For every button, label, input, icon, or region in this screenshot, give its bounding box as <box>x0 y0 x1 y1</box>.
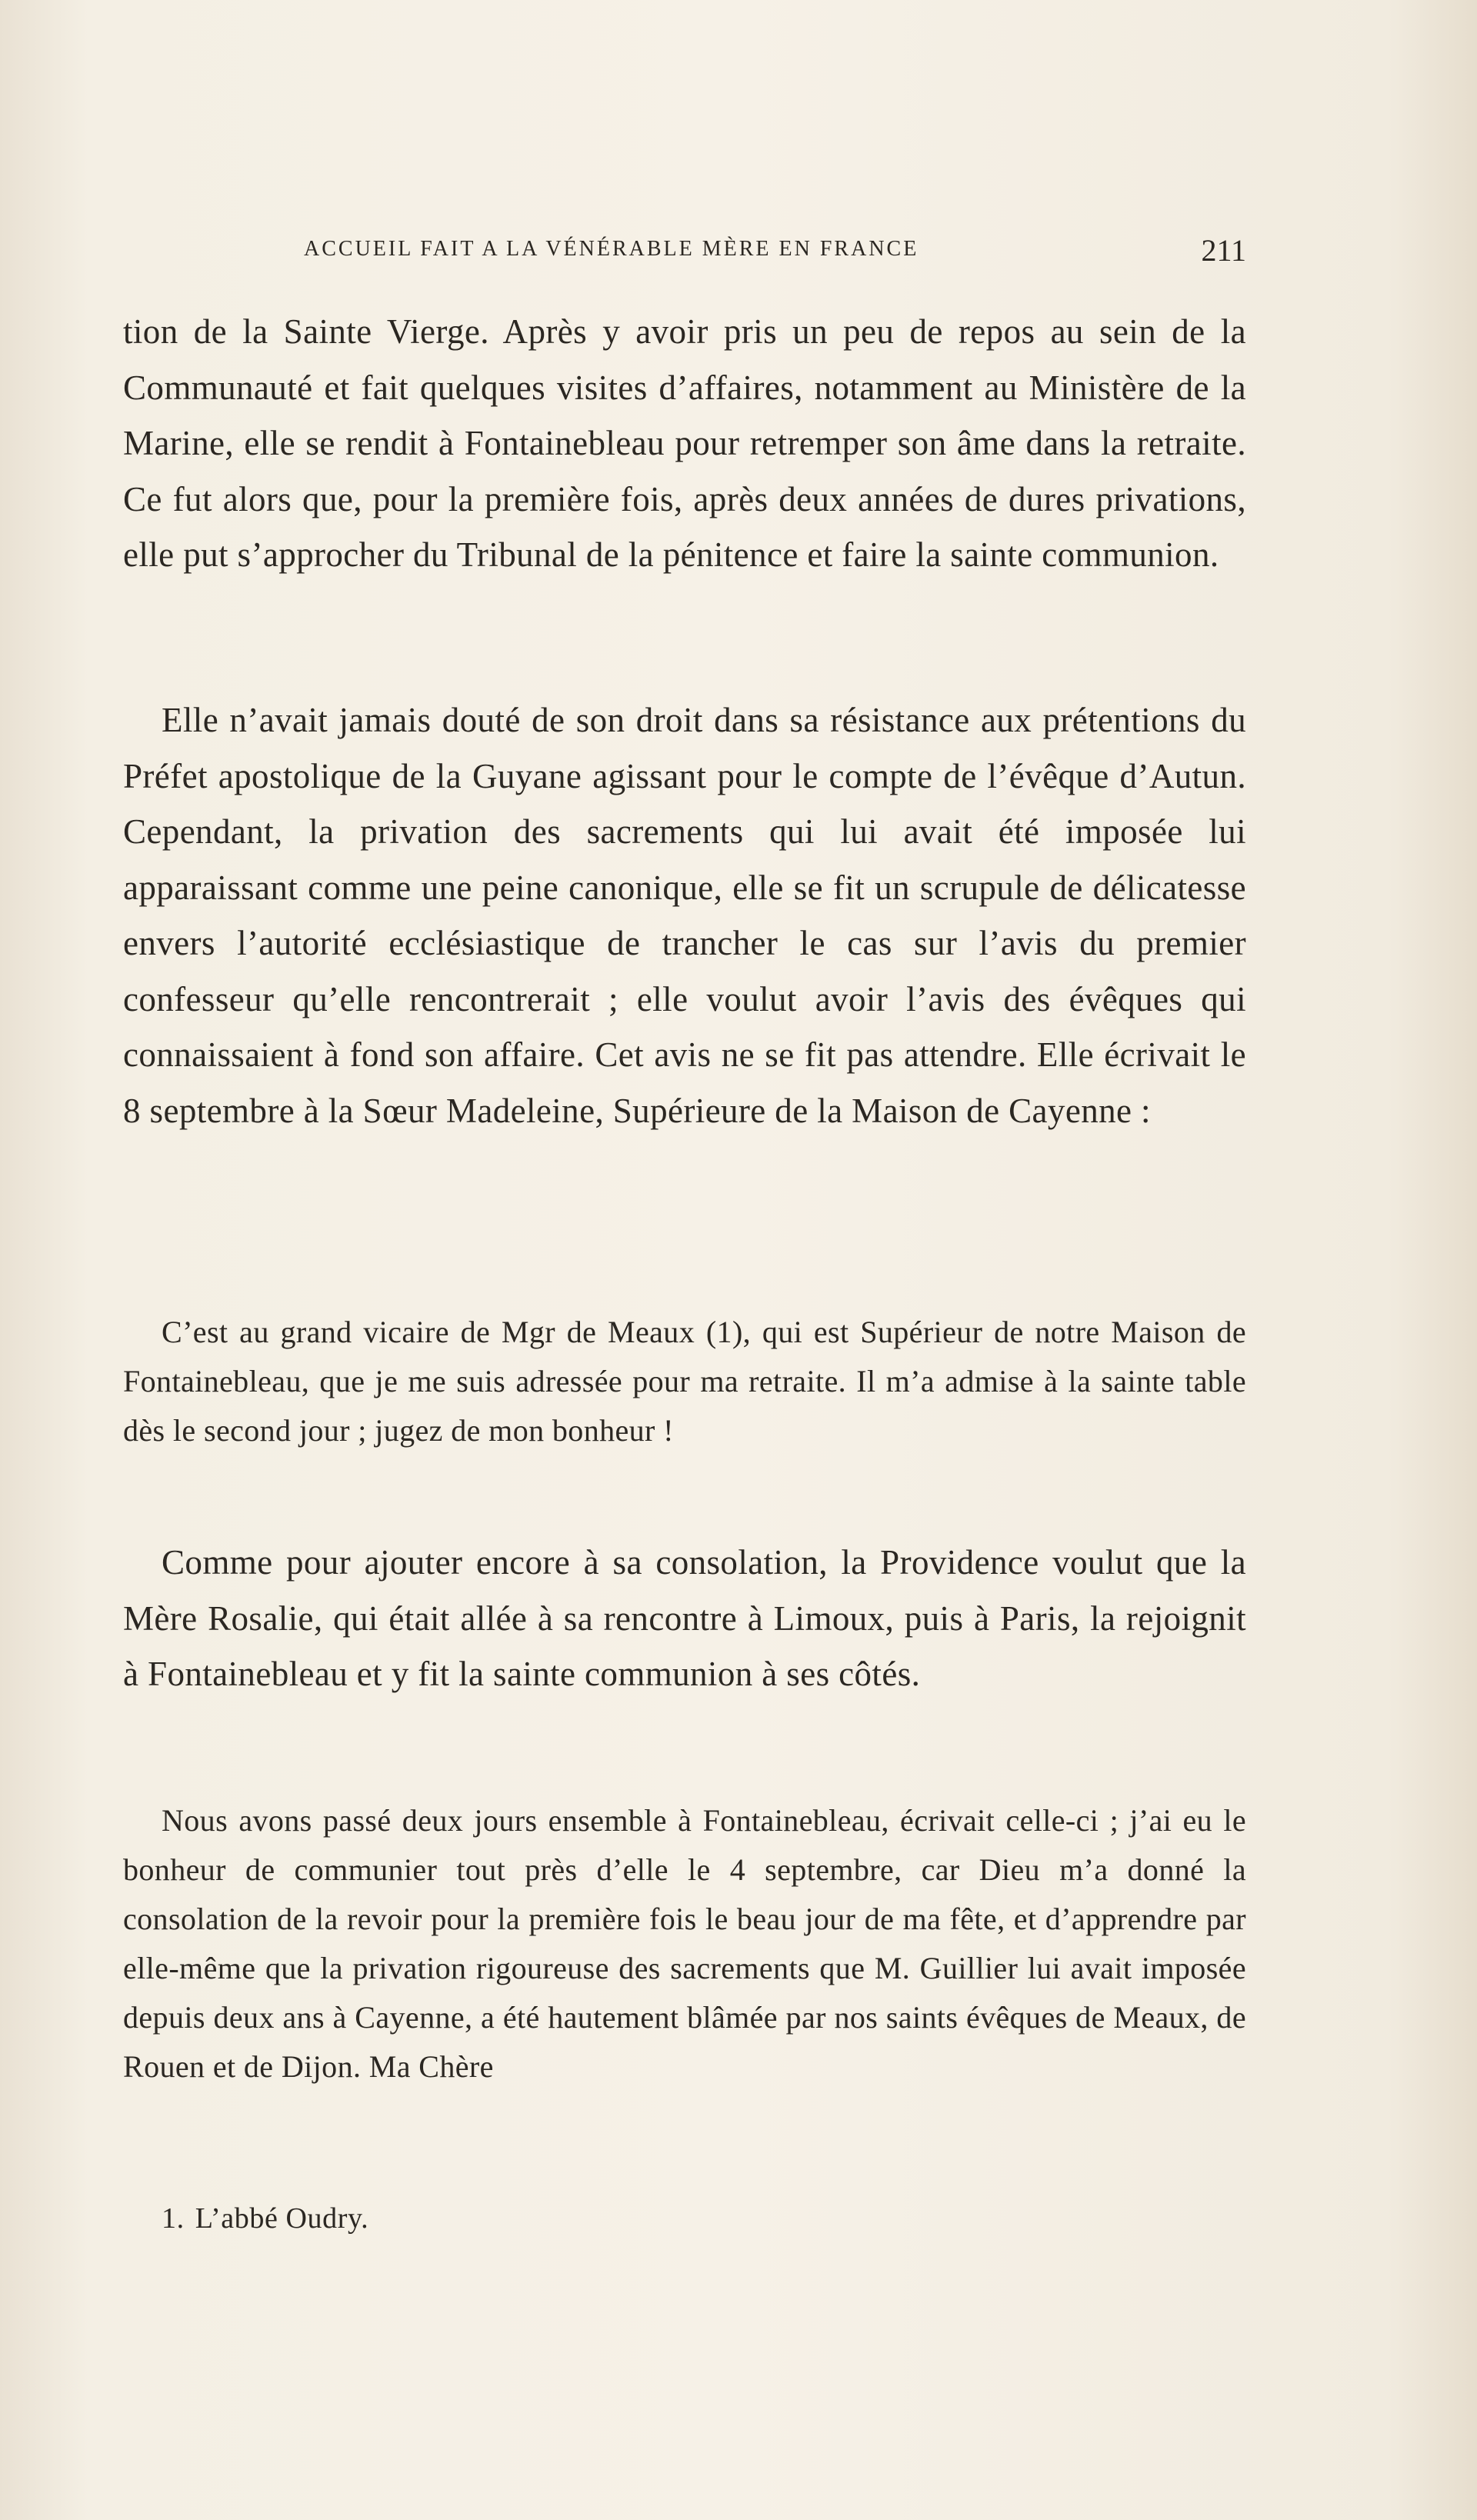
footnote-number: 1. <box>162 2202 185 2235</box>
page-header <box>123 232 1246 271</box>
quoted-letter: Nous avons passé deux jours ensemble à Fontainebleau, écrivait celle-ci ; j’ai eu le bonheur de communier tout près d’elle le 4 septembre, car Dieu m’a donné la consolation de la revoir pour la première fois le beau jour de ma fête, et d’apprendre par elle-même que la privation rigoureuse des sacrements que M. Guillier lui avait imposée depuis deux ans à Cayenne, a été hautement blâmée par nos saints évêques de Meaux, de Rouen et de Dijon. Ma Chère <box>123 1803 1246 2084</box>
letter-quote <box>123 1308 1246 1455</box>
rosalie-quote <box>123 1796 1246 2092</box>
body-paragraph: Comme pour ajouter encore à sa consolation, la Providence voulut que la Mère Rosalie, qui était allée à sa rencontre à Limoux, puis à Paris, la rejoignit à Fontainebleau et y fit la sainte communion à ses côtés. <box>123 1543 1246 1693</box>
body-paragraph: tion de la Sainte Vierge. Après y avoir pris un peu de repos au sein de la Communauté et fait quelques visites d’affaires, notamment au Ministère de la Marine, elle se rendit à Fontainebleau pour retremper son âme dans la retraite. Ce fut alors que, pour la première fois, après deux années de dures privations, elle put s’approcher du Tribunal de la pénitence et faire la sainte communion. <box>123 312 1246 574</box>
footnote-text: L’abbé Oudry. <box>195 2202 369 2235</box>
paragraph-providence <box>123 1535 1246 1702</box>
quoted-letter: C’est au grand vicaire de Mgr de Meaux (1), qui est Supérieur de notre Maison de Fontainebleau, que je me suis adressée pour ma retraite. Il m’a admise à la sainte table dès le second jour ; jugez de mon bonheur ! <box>123 1315 1246 1448</box>
paragraph-continuation <box>123 304 1246 583</box>
body-paragraph: Elle n’avait jamais douté de son droit dans sa résistance aux prétentions du Préfet apostolique de la Guyane agissant pour le compte de l’évêque d’Autun. Cependant, la privation des sacrements qui lui avait été imposée lui apparaissant comme une peine canonique, elle se fit un scrupule de délicatesse envers l’autorité ecclésiastique de trancher le cas sur l’avis du premier confesseur qu’elle rencontrerait ; elle voulut avoir l’avis des évêques qui connaissaient à fond son affaire. Cet avis ne se fit pas attendre. Elle écrivait le 8 septembre à la Sœur Madeleine, Supérieure de la Maison de Cayenne : <box>123 701 1246 1130</box>
page-number: 211 <box>1201 233 1246 268</box>
footnote <box>162 2202 368 2235</box>
paragraph-resistance <box>123 692 1246 1138</box>
running-title: ACCUEIL FAIT A LA VÉNÉRABLE MÈRE EN FRANCE <box>304 237 919 261</box>
